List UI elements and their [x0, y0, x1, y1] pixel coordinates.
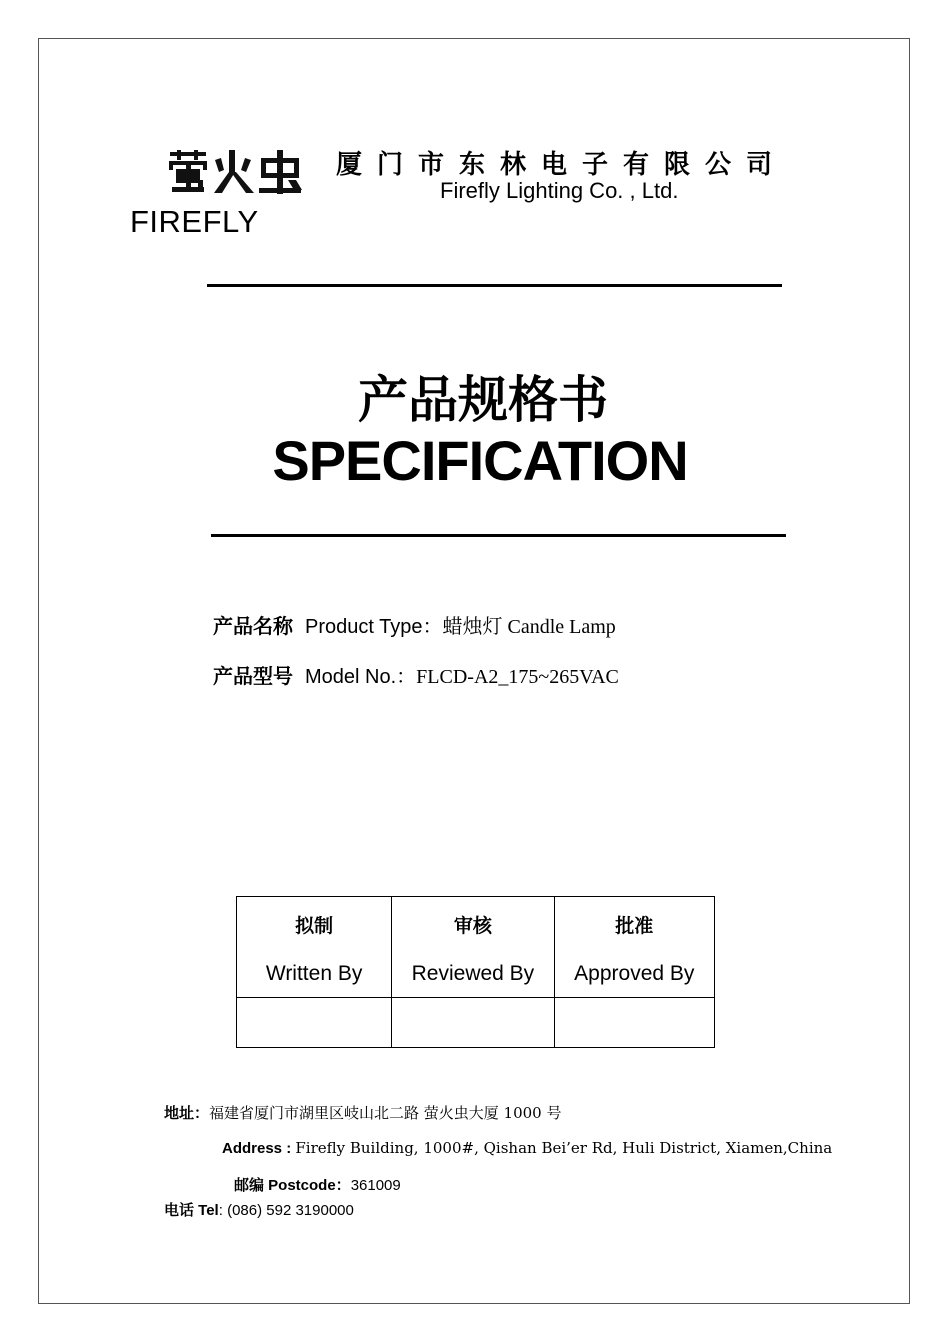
reviewed-by-label-en: Reviewed By	[411, 962, 535, 985]
approved-by-header	[554, 897, 714, 998]
divider-top	[207, 284, 782, 287]
firefly-logo-icon	[168, 150, 304, 194]
approved-by-signature-cell	[554, 998, 714, 1048]
approved-by-label-cn: 批准	[615, 915, 654, 937]
company-name-cn: 厦门市东林电子有限公司	[336, 150, 788, 180]
product-type-label-cn: 产品名称	[213, 614, 293, 638]
tel-line	[164, 1199, 354, 1220]
product-type-row	[213, 610, 616, 639]
written-by-header	[237, 897, 392, 998]
reviewed-by-signature-cell	[392, 998, 554, 1048]
address-cn-line	[164, 1102, 562, 1123]
written-by-signature-cell	[237, 998, 392, 1048]
approved-by-label-en: Approved By	[574, 962, 695, 985]
address-en-line	[222, 1139, 832, 1157]
postcode-label: 邮编 Postcode：	[234, 1177, 351, 1194]
reviewed-by-label-cn: 审核	[453, 915, 492, 937]
company-name-en: Firefly Lighting Co. , Ltd.	[440, 178, 679, 203]
written-by-label-cn: 拟制	[295, 915, 334, 937]
product-type-label-en: Product Type：	[305, 616, 443, 638]
model-no-row	[213, 660, 619, 689]
reviewed-by-header	[392, 897, 554, 998]
address-cn-value: 福建省厦门市湖里区岐山北二路 萤火虫大厦 1000 号	[209, 1104, 562, 1122]
doc-title-en: SPECIFICATION	[272, 429, 688, 492]
signature-row	[237, 998, 715, 1048]
brand-name: FIREFLY	[130, 204, 259, 239]
address-cn-label: 地址：	[164, 1104, 210, 1122]
address-en-label: Address :	[222, 1140, 296, 1157]
postcode-line	[234, 1174, 401, 1195]
product-type-value: 蜡烛灯 Candle Lamp	[442, 616, 616, 638]
approval-header-row	[237, 897, 715, 998]
address-en-value: Firefly Building, 1000#, Qishan Bei’er Rd, Huli District, Xiamen,China	[295, 1139, 833, 1157]
divider-bottom	[211, 534, 786, 537]
written-by-label-en: Written By	[265, 962, 363, 985]
model-no-value: FLCD-A2_175~265VAC	[416, 666, 619, 688]
doc-title-cn: 产品规格书	[358, 371, 608, 429]
tel-value: : (086) 592 3190000	[218, 1202, 354, 1219]
model-no-label-en: Model No.：	[305, 666, 417, 688]
model-no-label-cn: 产品型号	[213, 664, 293, 688]
postcode-value: 361009	[350, 1177, 401, 1194]
approval-table	[236, 896, 715, 1048]
tel-label: 电话 Tel	[164, 1202, 219, 1219]
